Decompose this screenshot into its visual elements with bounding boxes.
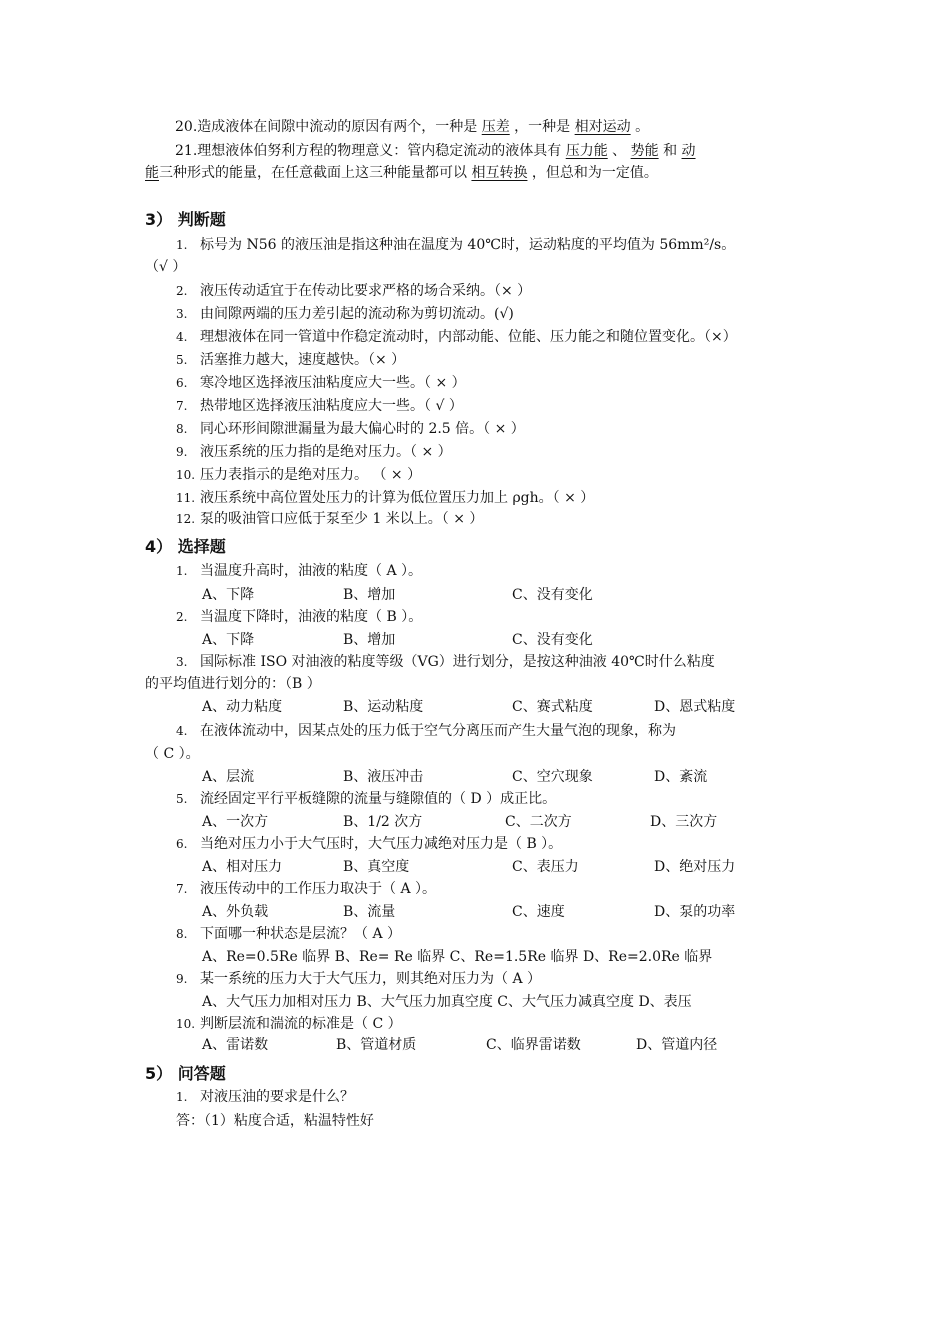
choice-option: D、紊流 — [654, 769, 708, 785]
judge-item: 8. 同心环形间隙泄漏量为最大偏心时的 2.5 倍。（ × ） — [176, 421, 525, 437]
choice-option: D、恩式粘度 — [654, 699, 736, 715]
fill-answer: 压力能 — [565, 143, 608, 159]
choice-item: 7. 液压传动中的工作压力取决于（ A ）。 — [176, 881, 437, 897]
judge-item: 1. 标号为 N56 的液压油是指这种油在温度为 40℃时，运动粘度的平均值为 56mm²/s。 — [176, 237, 736, 253]
judge-item-cont: （√ ） — [145, 259, 187, 275]
section-heading-qa: 5） 问答题 — [145, 1064, 226, 1083]
choice-item: 5. 流经固定平行平板缝隙的流量与缝隙值的（ D ）成正比。 — [176, 791, 557, 807]
fill-text: 20.造成液体在间隙中流动的原因有两个，一种是 — [175, 119, 478, 135]
section-heading-judge: 3） 判断题 — [145, 210, 226, 229]
section-heading-choice: 4） 选择题 — [145, 537, 226, 556]
choice-option: C、空穴现象 — [512, 769, 593, 785]
choice-item: 10. 判断层流和湍流的标准是（ C ） — [176, 1016, 402, 1032]
choice-item: 3. 国际标准 ISO 对油液的粘度等级（VG）进行划分，是按这种油液 40℃时什么粘度 — [176, 654, 715, 670]
fill-text: 21.理想液体伯努利方程的物理意义：管内稳定流动的液体具有 — [175, 143, 562, 159]
choice-option: D、三次方 — [650, 814, 718, 830]
qa-answer: 答：（1）粘度合适，粘温特性好 — [176, 1113, 374, 1129]
choice-option: C、二次方 — [505, 814, 572, 830]
choice-option: A、相对压力 — [202, 859, 283, 875]
choice-item: 9. 某一系统的压力大于大气压力，则其绝对压力为（ A ） — [176, 971, 542, 987]
judge-item: 5. 活塞推力越大，速度越快。（× ） — [176, 352, 406, 368]
choice-option: A、雷诺数 — [202, 1037, 269, 1053]
choice-option: A、一次方 — [202, 814, 269, 830]
fill-answer: 势能 — [630, 143, 659, 159]
choice-option: B、运动粘度 — [343, 699, 424, 715]
choice-item: 2. 当温度下降时，油液的粘度（ B ）。 — [176, 609, 423, 625]
choice-option: C、没有变化 — [512, 632, 593, 648]
fill-text: 和 — [663, 143, 678, 159]
choice-item-cont: 的平均值进行划分的：（B ） — [145, 676, 321, 692]
choice-option: B、增加 — [343, 587, 396, 603]
fill-answer: 压差 — [481, 119, 510, 135]
fill-answer: 相互转换 — [471, 165, 528, 181]
judge-item: 10. 压力表指示的是绝对压力。 （ × ） — [176, 467, 422, 483]
fill-text: 。 — [635, 119, 650, 135]
choice-option: A、层流 — [202, 769, 255, 785]
choice-option: D、泵的功率 — [654, 904, 736, 920]
choice-option: C、临界雷诺数 — [486, 1037, 581, 1053]
choice-option: A、动力粘度 — [202, 699, 283, 715]
choice-option: B、真空度 — [343, 859, 410, 875]
judge-item: 6. 寒冷地区选择液压油粘度应大一些。（ × ） — [176, 375, 466, 391]
choice-options-line: A、大气压力加相对压力 B、大气压力加真空度 C、大气压力减真空度 D、表压 — [202, 994, 692, 1010]
choice-option: A、下降 — [202, 632, 255, 648]
judge-item: 7. 热带地区选择液压油粘度应大一些。（ √ ） — [176, 398, 463, 414]
judge-item: 12. 泵的吸油管口应低于泵至少 1 米以上。（ × ） — [176, 511, 484, 527]
choice-item: 4. 在液体流动中，因某点处的压力低于空气分离压而产生大量气泡的现象，称为 — [176, 723, 676, 739]
choice-item: 6. 当绝对压力小于大气压时，大气压力减绝对压力是（ B ）。 — [176, 836, 563, 852]
fill-item-21-cont — [145, 164, 658, 182]
choice-options-line: A、Re=0.5Re 临界 B、Re= Re 临界 C、Re=1.5Re 临界 D、Re=2.0Re 临界 — [202, 949, 713, 965]
fill-text: ，但总和为一定值。 — [531, 165, 658, 181]
judge-item: 11. 液压系统中高位置处压力的计算为低位置压力加上 ρgh。（ × ） — [176, 490, 595, 506]
judge-item: 3. 由间隙两端的压力差引起的流动称为剪切流动。(√) — [176, 306, 514, 322]
choice-option: D、绝对压力 — [654, 859, 736, 875]
choice-option: A、外负载 — [202, 904, 269, 920]
choice-option: C、速度 — [512, 904, 565, 920]
choice-option: B、管道材质 — [336, 1037, 417, 1053]
fill-text: 、 — [612, 143, 627, 159]
choice-option: B、增加 — [343, 632, 396, 648]
fill-text: 三种形式的能量，在任意截面上这三种能量都可以 — [159, 165, 467, 181]
judge-item: 9. 液压系统的压力指的是绝对压力。（ × ） — [176, 444, 452, 460]
fill-answer: 能 — [145, 165, 159, 181]
fill-item-21 — [175, 142, 696, 160]
choice-option: D、管道内径 — [636, 1037, 718, 1053]
choice-option: B、1/2 次方 — [343, 814, 423, 830]
choice-item: 1. 当温度升高时，油液的粘度（ A ）。 — [176, 563, 423, 579]
fill-item-20 — [175, 118, 649, 136]
choice-item-cont: （ C ）。 — [145, 746, 200, 762]
choice-option: B、液压冲击 — [343, 769, 424, 785]
choice-option: C、赛式粘度 — [512, 699, 593, 715]
fill-answer: 动 — [681, 143, 696, 159]
choice-option: C、表压力 — [512, 859, 579, 875]
fill-answer: 相对运动 — [574, 119, 631, 135]
choice-option: A、下降 — [202, 587, 255, 603]
fill-text: ，一种是 — [514, 119, 571, 135]
judge-item: 4. 理想液体在同一管道中作稳定流动时，内部动能、位能、压力能之和随位置变化。（×） — [176, 329, 737, 345]
judge-item: 2. 液压传动适宜于在传动比要求严格的场合采纳。（× ） — [176, 283, 532, 299]
qa-question: 1. 对液压油的要求是什么？ — [176, 1089, 354, 1105]
choice-item: 8. 下面哪一种状态是层流？（ A ） — [176, 926, 402, 942]
choice-option: B、流量 — [343, 904, 396, 920]
choice-option: C、没有变化 — [512, 587, 593, 603]
